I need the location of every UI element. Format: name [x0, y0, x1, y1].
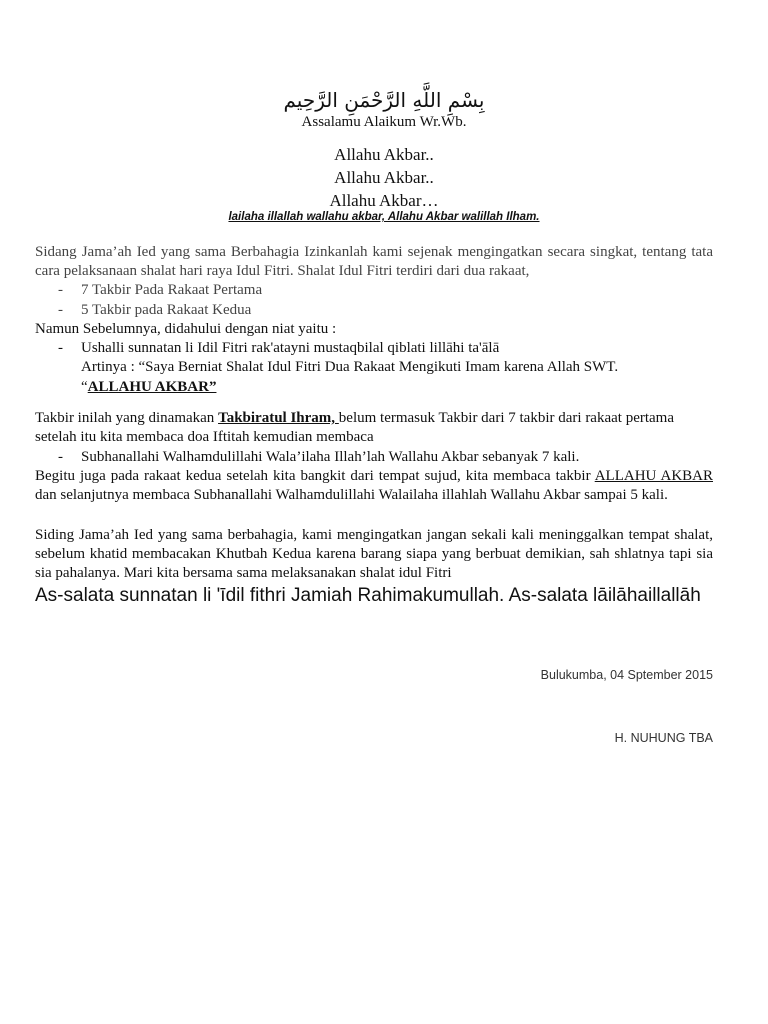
rakaat-kedua-text-after: dan selanjutnya membaca Subhanallahi Walhamdulillahi Walailaha illahlah Wallahu Akbar sampai 5 kali.: [35, 487, 668, 503]
niat-lead: Namun Sebelumnya, didahului dengan niat yaitu :: [35, 321, 337, 337]
allahu-akbar-emphasis: ALLAHU AKBAR”: [87, 379, 217, 395]
rakaat-kedua-text: Begitu juga pada rakaat kedua setelah kita bangkit dari tempat sujud, kita membaca takbir: [35, 468, 595, 484]
rakaat-kedua-paragraph: [35, 467, 713, 505]
intro-paragraph: Sidang Jama’ah Ied yang sama Berbahagia Izinkanlah kami sejenak mengingatkan secara singkat, tentang tata cara pelaksanaan shalat hari raya Idul Fitri. Shalat Idul Fitri terdiri dari dua rakaat,: [35, 244, 713, 279]
bullet-dash: -: [58, 302, 63, 318]
takbiratul-text: Takbir inilah yang dinamakan: [35, 410, 219, 426]
bullet-dash: -: [58, 340, 63, 356]
takbiratul-ihram-term: Takbiratul Ihram,: [218, 410, 339, 426]
place-date: Bulukumba, 04 Sptember 2015: [540, 668, 713, 682]
niat-item: Ushalli sunnatan li Idil Fitri rak'atayni mustaqbilal qiblati lillāhi ta'ālā: [81, 340, 500, 356]
list-item: 5 Takbir pada Rakaat Kedua: [81, 302, 252, 318]
list-item: 7 Takbir Pada Rakaat Pertama: [81, 282, 263, 298]
bullet-dash: -: [58, 282, 63, 298]
tahlil-line: lailaha illallah wallahu akbar, Allahu Akbar walillah Ilham.: [228, 211, 540, 223]
takbir-line-3: Allahu Akbar…: [329, 191, 439, 210]
artinya-end: [81, 378, 216, 397]
closing-paragraph: Siding Jama’ah Ied yang sama berbahagia, kami mengingatkan jangan sekali kali meninggalkan tempat shalat, sebelum khatid membacakan Khutbah Kedua karena barang siapa yang berbuat demikian, sah shlatnya tapi sia sia pahalanya. Mari kita bersama sama melaksanakan shalat idul Fitri: [35, 527, 713, 581]
closing-call: As-salata sunnatan li 'īdil fithri Jamiah Rahimakumullah. As-salata lāilāhaillallāh: [35, 585, 701, 606]
allahu-akbar-term: ALLAHU AKBAR: [594, 468, 713, 484]
basmala: بِسْمِ اللَّهِ الرَّحْمَنِ الرَّحِيم: [283, 88, 485, 112]
takbir-line-2: Allahu Akbar..: [334, 168, 434, 187]
signer-name: H. NUHUNG TBA: [614, 731, 713, 745]
takbiratul-line-1: [35, 409, 713, 428]
takbiratul-line-2: setelah itu kita membaca doa Iftitah kemudian membaca: [35, 429, 374, 445]
tasbih-item: Subhanallahi Walhamdulillahi Wala’ilaha Illah’lah Wallahu Akbar sebanyak 7 kali.: [81, 449, 580, 465]
takbiratul-text-after: belum termasuk Takbir dari 7 takbir dari rakaat pertama: [338, 410, 675, 426]
artinya-open-quote: “: [81, 379, 88, 395]
bullet-dash: -: [58, 449, 63, 465]
artinya-line: Artinya : “Saya Berniat Shalat Idul Fitri Dua Rakaat Mengikuti Imam karena Allah SWT.: [81, 359, 619, 375]
takbir-line-1: Allahu Akbar..: [334, 145, 434, 164]
salam-greeting: Assalamu Alaikum Wr.Wb.: [301, 114, 467, 130]
